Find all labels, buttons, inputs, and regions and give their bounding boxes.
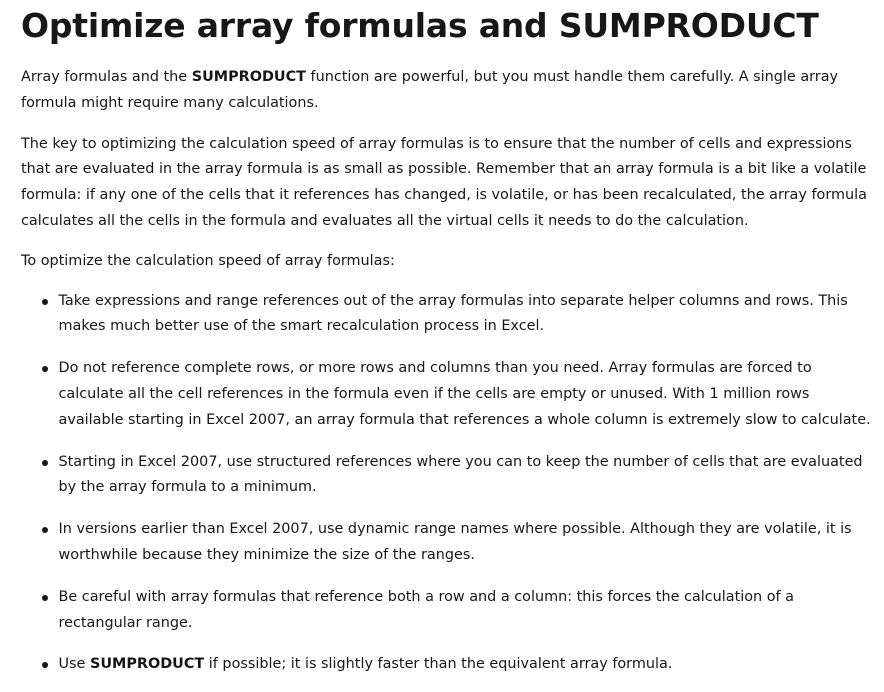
- list-item: Starting in Excel 2007, use structured references where you can to keep the number of cells that are evaluated by the array formula to a minimum.: [21, 450, 877, 502]
- list-item: Take expressions and range references out of the array formulas into separate helper columns and rows. This makes much better use of the smart recalculation process in Excel.: [21, 289, 877, 341]
- list-item: Be careful with array formulas that reference both a row and a column: this forces the calculation of a rectangular range.: [21, 585, 877, 637]
- page-title: Optimize array formulas and SUMPRODUCT: [21, 6, 819, 45]
- last-item-bold-sumproduct: SUMPRODUCT: [89, 656, 205, 673]
- list-intro-paragraph: To optimize the calculation speed of array formulas:: [21, 252, 395, 269]
- optimization-list: [21, 289, 877, 679]
- last-item-text-before: Use: [58, 656, 90, 673]
- key-paragraph: The key to optimizing the calculation speed of array formulas is to ensure that the number of cells and expressions that are evaluated in the array formula is as small as possible. Remember that an array formula is a bit like a volatile formula: if any one of the cells that it references has changed, is volatile, or has been recalculated, the array formula calculates all the cells in the formula and evaluates all the virtual cells it needs to do the calculation.: [21, 135, 867, 229]
- list-item: [21, 652, 877, 678]
- last-item-text-after: if possible; it is slightly faster than the equivalent array formula.: [204, 656, 673, 673]
- intro-text-after: function are powerful, but you must handle them carefully. A single array formula might require many calculations.: [21, 69, 839, 111]
- list-item: In versions earlier than Excel 2007, use dynamic range names where possible. Although they are volatile, it is worthwhile because they minimize the size of the ranges.: [21, 517, 877, 569]
- list-item: Do not reference complete rows, or more rows and columns than you need. Array formulas are forced to calculate all the cell references in the formula even if the cells are empty or unused. With 1 million rows available starting in Excel 2007, an array formula that references a whole column is extremely slow to calculate.: [21, 356, 877, 433]
- intro-paragraph: [21, 65, 877, 117]
- intro-bold-sumproduct: SUMPRODUCT: [191, 69, 306, 85]
- intro-text-before: Array formulas and the: [21, 69, 192, 85]
